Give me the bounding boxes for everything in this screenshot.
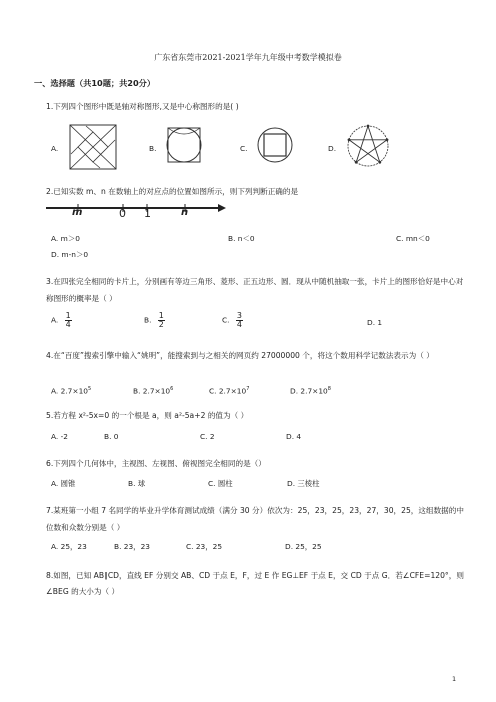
- q3-option-b: [144, 312, 165, 329]
- q4-option-c-text: C. 2.7×10: [209, 386, 247, 396]
- q1-option-d-label: D.: [328, 144, 337, 153]
- exponent: 7: [246, 386, 250, 392]
- question-7-stem: 7.某班第一小组 7 名同学的毕业升学体育测试成绩（满分 30 分）依次为：25，23，25，23，27，30，25，这组数据的中位数和众数分别是（ ）: [46, 506, 464, 532]
- exponent: 5: [87, 386, 92, 392]
- square-circle-figure-icon: [256, 124, 294, 166]
- denominator: 4: [236, 320, 242, 329]
- exponent: 8: [327, 386, 331, 392]
- q7-option-a: A. 25，23: [51, 542, 87, 551]
- circle-square-figure-icon: [160, 122, 208, 168]
- axis-label-n: n: [181, 207, 189, 218]
- q5-option-c: C. 2: [200, 432, 215, 441]
- q4-option-c: [209, 386, 249, 395]
- q4-option-a: [51, 386, 91, 395]
- q6-option-a: A. 圆锥: [51, 479, 76, 488]
- q6-option-d: D. 三棱柱: [287, 479, 320, 488]
- section-heading: 一、选择题（共10题；共20分）: [34, 78, 156, 88]
- numerator: 3: [236, 311, 242, 320]
- q5-option-b: B. 0: [104, 432, 119, 441]
- q3-option-c: [222, 312, 243, 329]
- numerator: 1: [65, 311, 71, 320]
- q6-option-c: C. 圆柱: [208, 479, 233, 488]
- q3-option-b-label: B.: [144, 315, 152, 325]
- q2-option-b: B. n＜0: [228, 234, 255, 243]
- q2-option-c: C. mn＜0: [396, 234, 430, 243]
- page-title: 广东省东莞市2021-2021学年九年级中考数学模拟卷: [154, 53, 342, 62]
- q3-option-c-label: C.: [222, 315, 230, 325]
- q4-option-a-text: A. 2.7×10: [51, 386, 88, 396]
- q4-option-b-text: B. 2.7×10: [133, 386, 171, 396]
- page-number: 1: [452, 675, 457, 683]
- q7-option-d: D. 25，25: [285, 542, 322, 551]
- denominator: 4: [65, 320, 71, 329]
- q7-option-b: B. 23，23: [114, 542, 150, 551]
- q3-option-a-label: A.: [51, 315, 59, 325]
- q6-option-b: B. 球: [128, 479, 146, 488]
- q1-option-b-label: B.: [149, 144, 157, 153]
- q3-option-d: D. 1: [367, 318, 383, 327]
- q5-option-d: D. 4: [286, 432, 302, 441]
- q4-option-d-text: D. 2.7×10: [290, 386, 328, 396]
- q4-option-b: [133, 386, 173, 395]
- question-2-stem: 2.已知实数 m、n 在数轴上的对应点的位置如图所示，则下列判断正确的是: [46, 187, 299, 196]
- q4-option-d: [290, 386, 331, 395]
- q1-option-a-label: A.: [51, 144, 59, 153]
- fraction: [236, 312, 243, 329]
- question-5-stem: 5.若方程 x²-5x=0 的一个根是 a，则 a²-5a+2 的值为（ ）: [46, 411, 249, 420]
- q1-option-c-label: C.: [240, 144, 248, 153]
- question-1-stem: 1.下列四个图形中既是轴对称图形,又是中心称图形的是( ): [46, 102, 239, 111]
- question-6-stem: 6.下列四个几何体中，主视图、左视图、俯视图完全相同的是（）: [46, 459, 266, 468]
- axis-label-m: m: [72, 207, 83, 218]
- denominator: 2: [158, 320, 164, 329]
- axis-label-1: 1: [144, 207, 151, 220]
- q3-option-a: [51, 312, 72, 329]
- exponent: 6: [170, 386, 174, 392]
- fraction: [65, 312, 72, 329]
- numerator: 1: [158, 311, 164, 320]
- question-3-stem: 3.在四张完全相同的卡片上，分别画有等边三角形、菱形、正五边形、圆．现从中随机抽取一张，卡片上的图形恰好是中心对称图形的概率是（ ）: [46, 277, 464, 303]
- axis-label-0: 0: [119, 207, 126, 220]
- q5-option-a: A. -2: [51, 432, 68, 441]
- pentagram-in-circle-figure-icon: [344, 121, 392, 169]
- q7-option-c: C. 23，25: [186, 542, 223, 551]
- question-8-stem: 8.如图，已知 AB∥CD，直线 EF 分别交 AB、CD 于点 E，F，过 E 作 EG⊥EF 于点 E，交 CD 于点 G．若∠CFE=120°，则∠BEG 的大小为（ ）: [46, 571, 464, 596]
- fraction: [158, 312, 165, 329]
- question-4-stem: 4.在“百度”搜索引擎中输入“姚明”，能搜索到与之相关的网页约 27000000 个，将这个数用科学记数法表示为（ ）: [46, 351, 434, 360]
- q2-option-a: A. m＞0: [51, 234, 80, 243]
- square-pinwheel-figure-icon: [64, 120, 122, 172]
- q2-option-d: D. m-n＞0: [51, 250, 89, 259]
